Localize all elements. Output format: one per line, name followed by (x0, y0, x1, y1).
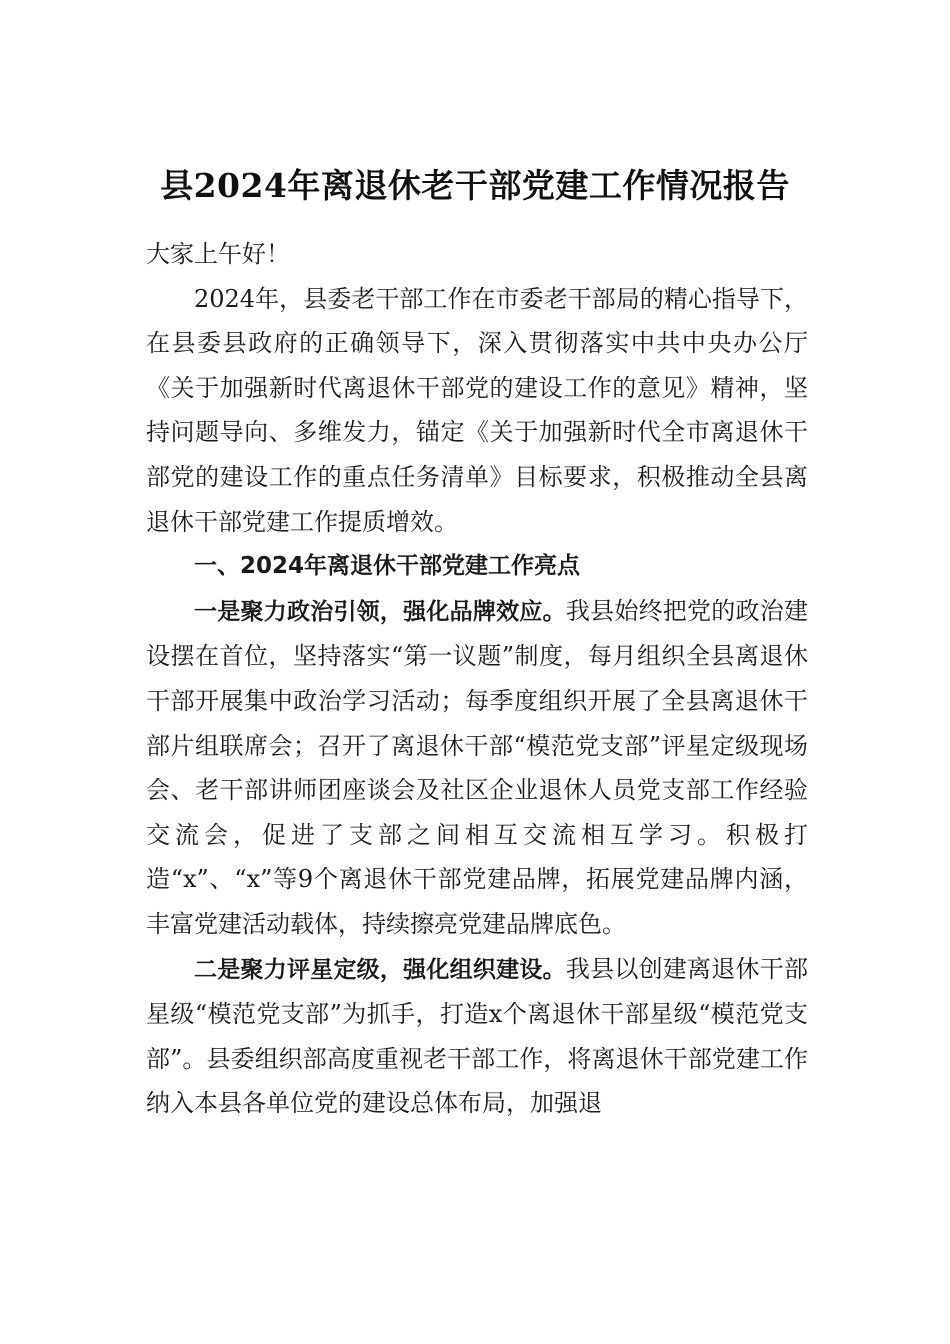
paragraph-2-body: 我县以创建离退休干部星级“模范党支部”为抓手，打造x个离退休干部星级“模范党支部”。县委组织部高度重视老干部工作，将离退休干部党建工作纳入本县各单位党的建设总体布局，加强退 (146, 954, 809, 1118)
document-title: 县2024年离退休老干部党建工作情况报告 (160, 166, 790, 205)
paragraph-2 (146, 947, 808, 1126)
intro-paragraph: 2024年，县委老干部工作在市委老干部局的精心指导下，在县委县政府的正确领导下，深入贯彻落实中共中央办公厅《关于加强新时代离退休干部党的建设工作的意见》精神，坚持问题导向、多维发力，锚定《关于加强新时代全市离退休干部党的建设工作的重点任务清单》目标要求，积极推动全县离退休干部党建工作提质增效。 (146, 284, 808, 536)
section-heading: 一、2024年离退休干部党建工作亮点 (194, 553, 581, 580)
document-body (146, 232, 808, 1126)
paragraph-1-body: 我县始终把党的政治建设摆在首位，坚持落实“第一议题”制度，每月组织全县离退休干部开展集中政治学习活动；每季度组织开展了全县离退休干部片组联席会；召开了离退休干部“模范党支部”评星定级现场会、老干部讲师团座谈会及社区企业退休人员党支部工作经验交流会，促进了支部之间相互交流相互学习。积极打造“x”、“x”等9个离退休干部党建品牌，拓展党建品牌内涵，丰富党建活动载体，持续擦亮党建品牌底色。 (146, 596, 809, 938)
paragraph-1 (146, 589, 808, 947)
paragraph-2-lead: 二是聚力评星定级，强化组织建设。 (194, 956, 566, 983)
greeting: 大家上午好！ (146, 240, 290, 268)
paragraph-1-lead: 一是聚力政治引领，强化品牌效应。 (194, 598, 566, 625)
